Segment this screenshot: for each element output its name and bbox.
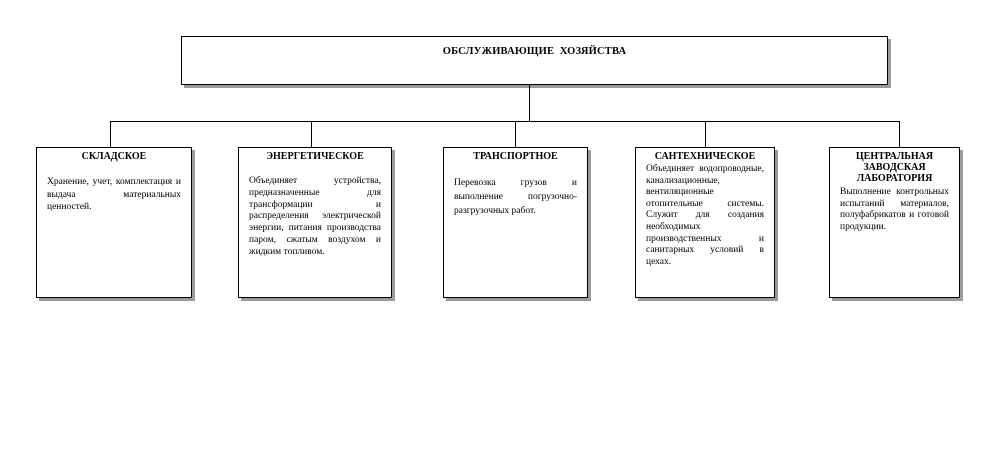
child-node-title: СКЛАДСКОЕ	[81, 151, 147, 162]
child-node-title: ТРАНСПОРТНОЕ	[473, 151, 558, 162]
child-node-central-lab	[829, 147, 960, 298]
child-node-energy	[238, 147, 392, 298]
branch-connector-4	[705, 121, 706, 147]
child-node-title: ЭНЕРГЕТИЧЕСКОЕ	[266, 151, 364, 162]
child-node-description: Перевозка грузов и выполнение погрузочно-разгрузочных работ.	[454, 178, 577, 216]
trunk-connector	[529, 85, 530, 122]
child-node-description: Объединяет водопроводные, канализационные, вентиляционные отопительные системы. Служит для создания необходимых производственных и санитарных условий в цехах.	[646, 164, 764, 267]
child-node-transport	[443, 147, 588, 298]
child-node-title: САНТЕХНИЧЕСКОЕ	[654, 151, 756, 162]
child-node-sanitary	[635, 147, 775, 298]
child-node-warehouse	[36, 147, 192, 298]
branch-connector-3	[515, 121, 516, 147]
root-node-box	[181, 36, 888, 85]
branch-connector-5	[899, 121, 900, 147]
child-node-description: Хранение, учет, комплектация и выдача материальных ценностей.	[47, 177, 181, 212]
branch-connector-2	[311, 121, 312, 147]
child-node-description: Выполнение контрольных испытаний материалов, полуфабрикатов и готовой продукции.	[840, 187, 949, 232]
branch-bus-line	[110, 121, 900, 122]
child-node-description: Объединяет устройства, предназначенные для трансформации и распределения электрической энергии, питания производства паром, сжатым воздухом и жидким топливом.	[249, 176, 381, 257]
root-node-title: ОБСЛУЖИВАЮЩИЕ ХОЗЯЙСТВА	[442, 46, 627, 57]
branch-connector-1	[110, 121, 111, 147]
child-node-title: ЦЕНТРАЛЬНАЯ ЗАВОДСКАЯ ЛАБОРАТОРИЯ	[855, 151, 934, 184]
